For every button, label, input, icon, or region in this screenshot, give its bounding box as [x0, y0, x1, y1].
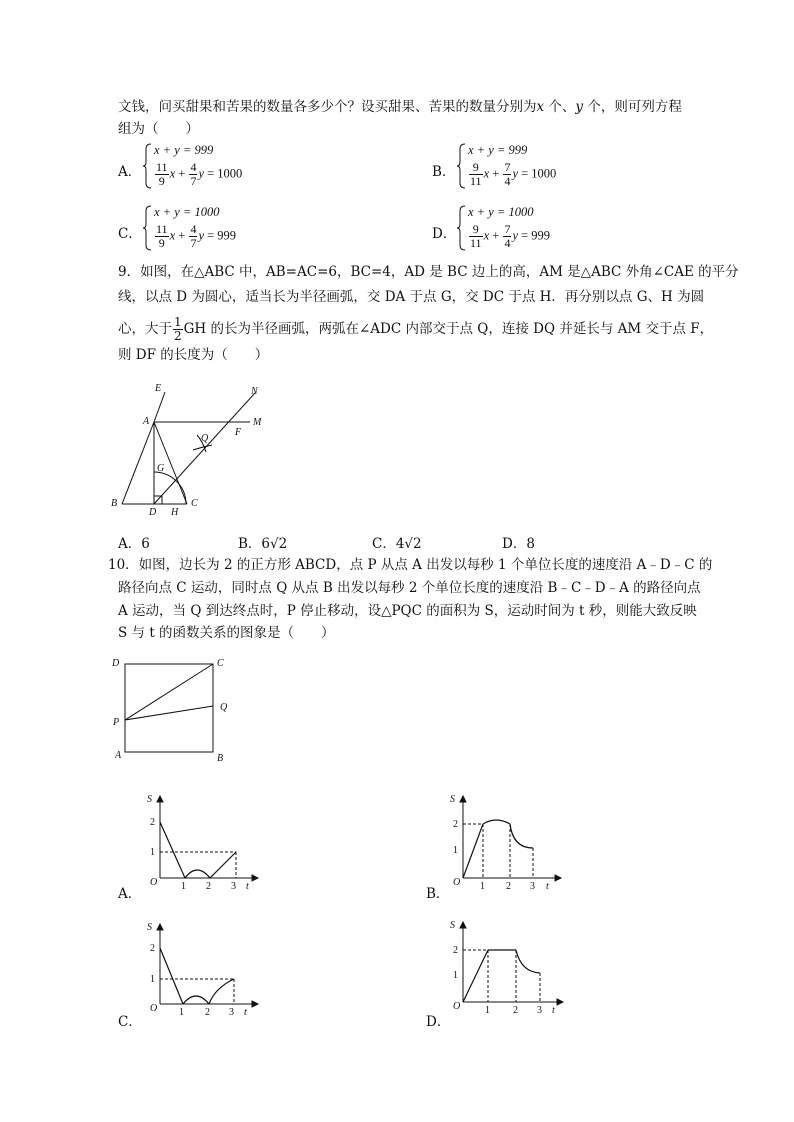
svg-text:1: 1: [485, 1005, 490, 1016]
svg-text:3: 3: [537, 1005, 542, 1016]
segment-pq: [125, 706, 213, 720]
q10-line3: A 运动，当 Q 到达终点时，P 停止移动，设△PQC 的面积为 S，运动时间为 t 秒，则能大致反映: [118, 603, 697, 619]
q8-d-eq2: $\frac{9}{11}$ x + $\frac{7}{4}$ y = 999: [470, 222, 551, 250]
q8-b-eq2: $\frac{9}{11}$ x + $\frac{7}{4}$ y = 1000: [470, 160, 557, 188]
svg-text:S: S: [450, 920, 455, 931]
svg-text:1: 1: [181, 881, 186, 890]
svg-text:1: 1: [453, 845, 458, 856]
q8-option-c-label[interactable]: C．: [118, 226, 142, 242]
svg-text:S: S: [450, 794, 455, 805]
svg-text:2: 2: [506, 881, 511, 890]
label-e: E: [155, 383, 162, 394]
q8-a-eq1: x + y = 999: [154, 143, 214, 157]
brace-icon: [456, 143, 466, 189]
q8-var-x: x: [536, 99, 545, 115]
svg-text:1: 1: [179, 1007, 184, 1018]
q10-option-b-label[interactable]: B．: [426, 886, 450, 902]
segment-pc: [125, 664, 213, 720]
q10-line4: S 与 t 的函数关系的图象是（ ）: [118, 625, 335, 641]
q10-graph-c[interactable]: [140, 918, 260, 1018]
svg-text:t: t: [546, 881, 549, 890]
svg-text:t: t: [244, 1007, 247, 1018]
label-q: Q: [201, 433, 209, 444]
q9-option-d[interactable]: D．8: [502, 536, 535, 552]
segment-ab: [122, 422, 154, 504]
svg-text:O: O: [453, 877, 461, 888]
label-f: F: [235, 427, 242, 438]
q10-option-c-label[interactable]: C．: [118, 1014, 142, 1030]
svg-text:2: 2: [453, 945, 458, 956]
svg-text:t: t: [246, 881, 249, 890]
label-p: P: [113, 717, 120, 728]
label-a: A: [143, 416, 150, 427]
q8-line1-text: 文钱，问买甜果和苦果的数量各多少个？设买甜果、苦果的数量分别为: [118, 99, 537, 115]
q8-option-c-system[interactable]: [142, 205, 272, 253]
svg-text:2: 2: [453, 819, 458, 830]
label-b: B: [111, 498, 118, 509]
q10-line2: 路径向点 C 运动，同时点 Q 从点 B 出发以每秒 2 个单位长度的速度沿 B﹣C﹣D﹣A 的路径向点: [118, 580, 701, 596]
svg-text:3: 3: [229, 1007, 234, 1018]
svg-text:O: O: [150, 877, 158, 888]
svg-text:2: 2: [206, 881, 211, 890]
q8-tail: 个，则可列方程: [583, 99, 682, 115]
q10-option-a-label[interactable]: A．: [118, 886, 142, 902]
q8-option-d-system[interactable]: [456, 205, 586, 253]
q8-option-d-label[interactable]: D．: [432, 226, 457, 242]
q8-d-eq1: x + y = 1000: [468, 205, 534, 219]
q8-option-b-label[interactable]: B．: [432, 164, 456, 180]
q8-var-y: y: [575, 99, 584, 115]
q10-square-figure: [108, 652, 238, 767]
ray-ae: [154, 392, 165, 422]
label-d: D: [112, 658, 120, 669]
q8-line2: 组为（ ）: [118, 121, 199, 137]
svg-text:1: 1: [453, 970, 458, 981]
q8-c-eq1: x + y = 1000: [154, 205, 220, 219]
label-g: G: [157, 463, 165, 474]
q9-line3: 心，大于 $\frac{1}{2}$ GH 的长为半径画弧，两弧在∠ADC 内部交于点 Q，连接 DQ 并延长与 AM 交于点 F，: [118, 315, 714, 343]
q9-option-b[interactable]: B．6√2: [238, 536, 288, 552]
q8-mid: 个、: [544, 99, 576, 115]
q8-option-a-label[interactable]: A．: [118, 164, 142, 180]
label-n: N: [251, 386, 258, 397]
q8-option-b-system[interactable]: [456, 143, 586, 191]
svg-text:1: 1: [150, 974, 155, 985]
svg-text:2: 2: [513, 1005, 518, 1016]
svg-text:S: S: [147, 922, 152, 933]
q10-option-d-label[interactable]: D．: [426, 1014, 451, 1030]
brace-icon: [456, 205, 466, 251]
q8-option-a-system[interactable]: [142, 143, 272, 191]
brace-icon: [142, 143, 152, 189]
label-c: C: [217, 658, 224, 669]
svg-text:S: S: [147, 794, 152, 805]
label-b: B: [217, 753, 224, 764]
label-c: C: [191, 498, 198, 509]
svg-text:t: t: [552, 1005, 555, 1016]
arc-q2: [193, 445, 212, 450]
svg-text:3: 3: [231, 881, 236, 890]
q9-line4: 则 DF 的长度为（ ）: [118, 347, 269, 363]
svg-text:2: 2: [205, 1007, 210, 1018]
q10-graph-b[interactable]: [443, 790, 563, 890]
label-m: M: [253, 417, 262, 428]
q10-graph-a[interactable]: [140, 790, 260, 890]
label-d: D: [149, 507, 157, 518]
svg-text:2: 2: [150, 943, 155, 954]
q9-option-c[interactable]: C．4√2: [372, 536, 422, 552]
q10-graph-d[interactable]: [443, 916, 568, 1016]
q8-a-eq2: $\frac{11}{9}$ x + $\frac{4}{7}$ y = 1000: [156, 160, 243, 188]
svg-text:O: O: [150, 1003, 158, 1014]
q8-c-eq2: $\frac{11}{9}$ x + $\frac{4}{7}$ y = 999: [156, 222, 237, 250]
q9-option-a[interactable]: A．6: [118, 536, 150, 552]
label-a: A: [115, 750, 122, 761]
label-q: Q: [220, 702, 228, 713]
label-h: H: [171, 507, 179, 518]
q9-line1: 9．如图，在△ABC 中，AB=AC=6，BC=4，AD 是 BC 边上的高，AM 是△ABC 外角∠CAE 的平分: [118, 264, 739, 280]
svg-text:1: 1: [480, 881, 485, 890]
svg-text:O: O: [453, 1001, 461, 1012]
q8-b-eq1: x + y = 999: [468, 143, 528, 157]
q9-triangle-figure: [105, 380, 275, 518]
svg-text:3: 3: [530, 881, 535, 890]
brace-icon: [142, 205, 152, 251]
svg-text:2: 2: [150, 817, 155, 828]
svg-text:1: 1: [150, 847, 155, 858]
q9-line2: 线，以点 D 为圆心，适当长为半径画弧，交 DA 于点 G，交 DC 于点 H．再分别以点 G、H 为圆: [118, 289, 705, 305]
q10-line1: 10．如图，边长为 2 的正方形 ABCD，点 P 从点 A 出发以每秒 1 个单位长度的速度沿 A﹣D﹣C 的: [108, 557, 713, 573]
q8-line1: [118, 97, 682, 117]
